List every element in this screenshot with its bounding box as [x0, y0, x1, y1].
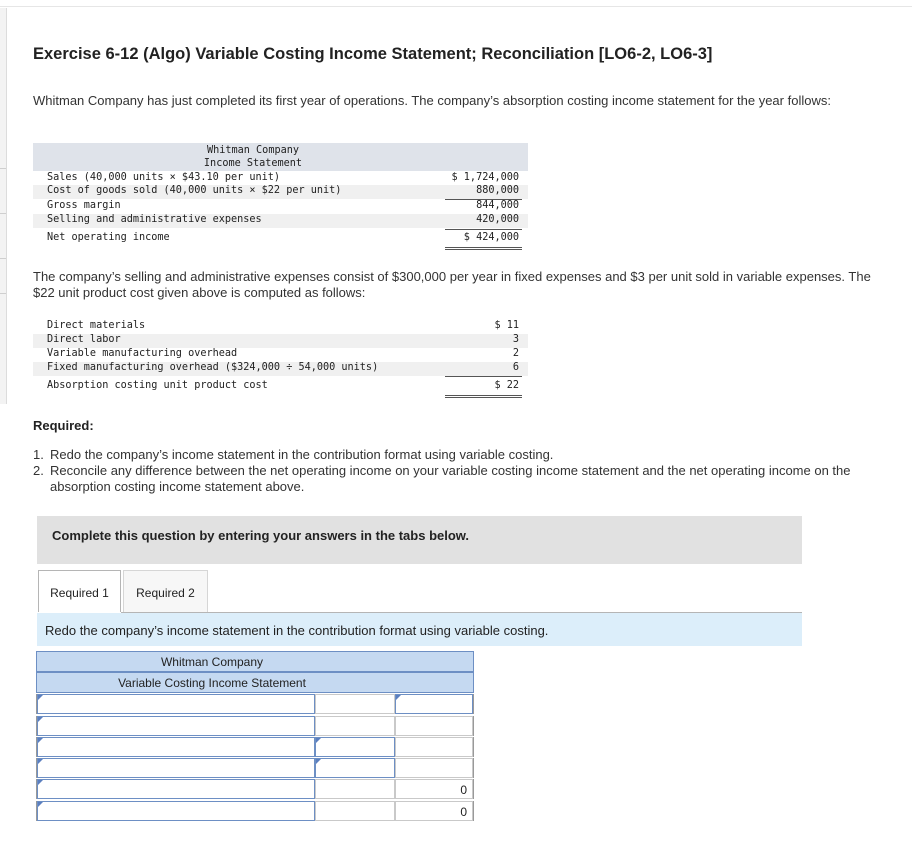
requirement-text: Redo the company’s income statement in the contribution format using variable costing. [50, 447, 554, 462]
computed-amount-cell [395, 801, 473, 821]
answer-row [36, 694, 474, 714]
amount-input[interactable] [315, 758, 395, 778]
computed-value: 0 [460, 805, 467, 819]
requirement-text: Reconcile any difference between the net operating income on your variable costing income statement and the net operating income on the absorption costing income statement above. [50, 463, 851, 494]
row-label: Sales (40,000 units × $43.10 per unit) [47, 172, 281, 183]
answer-row [36, 758, 474, 778]
subtotal-underline [445, 229, 522, 230]
tab-required-2[interactable] [123, 570, 208, 612]
requirements-list [33, 447, 853, 495]
input-indicator-icon [316, 759, 321, 764]
row-label: Direct materials [47, 320, 146, 331]
cost-row [33, 362, 528, 376]
row-label: Cost of goods sold (40,000 units × $22 per unit) [47, 185, 342, 196]
total-double-underline [445, 397, 522, 398]
row-amount: 844,000 [476, 200, 519, 211]
amount-input[interactable] [395, 694, 473, 714]
row-label: Gross margin [47, 200, 121, 211]
line-item-dropdown[interactable] [37, 801, 315, 821]
instructions-banner [37, 516, 802, 564]
row-label: Fixed manufacturing overhead ($324,000 ÷ 54,000 units) [47, 362, 379, 373]
row-amount: $ 22 [494, 380, 519, 391]
requirement-number: 1. [33, 447, 44, 462]
row-label: Direct labor [47, 334, 121, 345]
total-double-underline [445, 395, 522, 396]
tab-label: Required 1 [50, 586, 109, 600]
statement-row [33, 185, 528, 199]
tab-instruction-bar [37, 613, 802, 646]
row-amount: $ 11 [494, 320, 519, 331]
left-panel-tick [0, 168, 6, 169]
total-double-underline [445, 249, 522, 250]
left-panel-tick [0, 293, 6, 294]
dropdown-indicator-icon [38, 780, 43, 785]
amount-cell [395, 716, 473, 736]
line-item-dropdown[interactable] [37, 737, 315, 757]
row-label: Net operating income [47, 232, 170, 243]
row-amount: 420,000 [476, 214, 519, 225]
amount-cell [315, 779, 395, 799]
input-indicator-icon [396, 695, 401, 700]
total-double-underline [445, 247, 522, 248]
banner-text: Complete this question by entering your answers in the tabs below. [52, 528, 470, 543]
amount-cell [315, 801, 395, 821]
cost-row [33, 380, 528, 394]
amount-cell [395, 737, 473, 757]
cost-description-text: The company’s selling and administrative expenses consist of $300,000 per year in fixed expenses and $3 per unit sold in variable expenses. The $22 unit product cost given above is computed as follows: [33, 269, 871, 300]
answer-table-company [36, 651, 474, 672]
answer-row [36, 716, 474, 736]
answer-row [36, 779, 474, 799]
amount-cell [395, 758, 473, 778]
line-item-dropdown[interactable] [37, 779, 315, 799]
row-label: Selling and administrative expenses [47, 214, 262, 225]
subtotal-underline [445, 376, 522, 377]
left-panel-tick [0, 258, 6, 259]
requirement-item [33, 463, 853, 495]
dropdown-indicator-icon [38, 759, 43, 764]
answer-row [36, 801, 474, 821]
row-label: Absorption costing unit product cost [47, 380, 268, 391]
statement-name: Income Statement [203, 158, 303, 169]
line-item-dropdown[interactable] [37, 694, 315, 714]
answer-table-company-text: Whitman Company [160, 655, 264, 669]
row-amount: 880,000 [476, 185, 519, 196]
row-amount: 2 [512, 348, 519, 359]
dropdown-indicator-icon [38, 695, 43, 700]
tab-required-1[interactable] [38, 570, 121, 612]
row-amount: 3 [512, 334, 519, 345]
required-heading: Required: [33, 418, 94, 433]
requirement-item [33, 447, 853, 463]
left-panel-tick [0, 213, 6, 214]
statement-row [33, 172, 528, 186]
requirement-number: 2. [33, 463, 44, 478]
amount-input[interactable] [315, 737, 395, 757]
cost-row [33, 320, 528, 334]
answer-table-title-text: Variable Costing Income Statement [118, 676, 306, 690]
line-item-dropdown[interactable] [37, 716, 315, 736]
row-amount: $ 424,000 [463, 232, 519, 243]
answer-table-title [36, 672, 474, 693]
top-divider [0, 6, 912, 7]
row-label: Variable manufacturing overhead [47, 348, 238, 359]
row-amount: $ 1,724,000 [451, 172, 519, 183]
row-amount: 6 [512, 362, 519, 373]
exercise-title: Exercise 6-12 (Algo) Variable Costing Income Statement; Reconciliation [LO6-2, LO6-3] [33, 45, 713, 63]
tab-label: Required 2 [136, 586, 195, 600]
intro-text: Whitman Company has just completed its first year of operations. The company’s absorption costing income statement for the year follows: [33, 93, 831, 108]
cost-row [33, 348, 528, 362]
left-panel-edge [0, 8, 7, 404]
cost-row [33, 334, 528, 348]
tab-instruction-text: Redo the company’s income statement in the contribution format using variable costing. [45, 623, 549, 638]
answer-row [36, 737, 474, 757]
statement-header [33, 143, 528, 171]
computed-value: 0 [460, 783, 467, 797]
dropdown-indicator-icon [38, 802, 43, 807]
statement-row [33, 214, 528, 228]
computed-amount-cell [395, 779, 473, 799]
dropdown-indicator-icon [38, 717, 43, 722]
amount-cell [315, 716, 395, 736]
dropdown-indicator-icon [38, 738, 43, 743]
input-indicator-icon [316, 738, 321, 743]
statement-row [33, 200, 528, 214]
line-item-dropdown[interactable] [37, 758, 315, 778]
amount-cell [315, 694, 395, 714]
statement-company: Whitman Company [206, 145, 299, 156]
statement-row [33, 232, 528, 246]
